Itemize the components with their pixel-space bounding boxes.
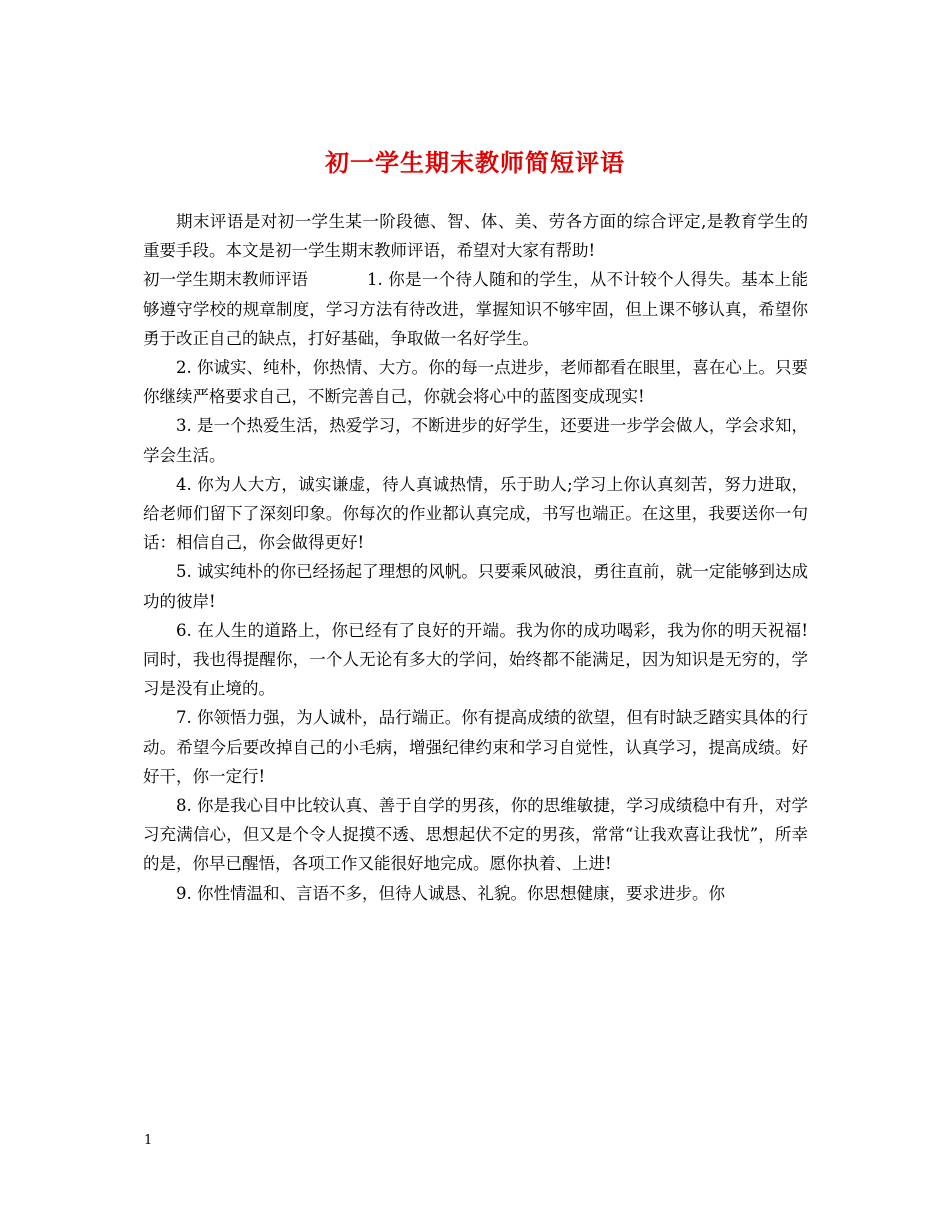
- page-title: 初一学生期末教师简短评语: [325, 148, 625, 178]
- comment-6-paragraph: 6. 在人生的道路上，你已经有了良好的开端。我为你的成功喝彩，我为你的明天祝福!同时，我也得提醒你，一个人无论有多大的学问，始终都不能满足，因为知识是无穷的，学习是没有止境的。: [143, 620, 808, 699]
- comment-8-paragraph: 8. 你是我心目中比较认真、善于自学的男孩，你的思维敏捷，学习成绩稳中有升，对学习充满信心，但又是个令人捉摸不透、思想起伏不定的男孩，常常“让我欢喜让我忧”，所幸的是，你早已醒悟，各项工作又能很好地完成。愿你执着、上进!: [143, 796, 808, 874]
- section-label: 初一学生期末教师评语: [143, 270, 308, 290]
- comment-4-paragraph: 4. 你为人大方，诚实谦虚，待人真诚热情，乐于助人;学习上你认真刻苦，努力进取，给老师们留下了深刻印象。你每次的作业都认真完成，书写也端正。在这里，我要送你一句话：相信自己，你会做得更好!: [143, 474, 808, 553]
- page-number: 1: [144, 1133, 153, 1148]
- comment-1-paragraph: [143, 265, 808, 353]
- comment-1-text: 1. 你是一个待人随和的学生，从不计较个人得失。基本上能够遵守学校的规章制度，学习方法有待改进，掌握知识不够牢固，但上课不够认真，希望你勇于改正自己的缺点，打好基础，争取做一名好学生。: [143, 270, 808, 348]
- comment-9-paragraph: 9. 你性情温和、言语不多，但待人诚恳、礼貌。你思想健康，要求进步。你: [176, 883, 725, 903]
- intro-paragraph: 期末评语是对初一学生某一阶段德、智、体、美、劳各方面的综合评定,是教育学生的重要手段。本文是初一学生期末教师评语，希望对大家有帮助!: [143, 212, 808, 261]
- comment-2-paragraph: 2. 你诚实、纯朴，你热情、大方。你的每一点进步，老师都看在眼里，喜在心上。只要你继续严格要求自己，不断完善自己，你就会将心中的蓝图变成现实!: [143, 358, 808, 407]
- document-body: [143, 207, 808, 908]
- comment-7-paragraph: 7. 你领悟力强，为人诚朴，品行端正。你有提高成绩的欲望，但有时缺乏踏实具体的行动。希望今后要改掉自己的小毛病，增强纪律约束和学习自觉性，认真学习，提高成绩。好好干，你一定行!: [143, 708, 808, 786]
- comment-5-paragraph: 5. 诚实纯朴的你已经扬起了理想的风帆。只要乘风破浪，勇往直前，就一定能够到达成功的彼岸!: [143, 562, 808, 611]
- comment-3-paragraph: 3. 是一个热爱生活，热爱学习，不断进步的好学生，还要进一步学会做人，学会求知，学会生活。: [143, 416, 808, 465]
